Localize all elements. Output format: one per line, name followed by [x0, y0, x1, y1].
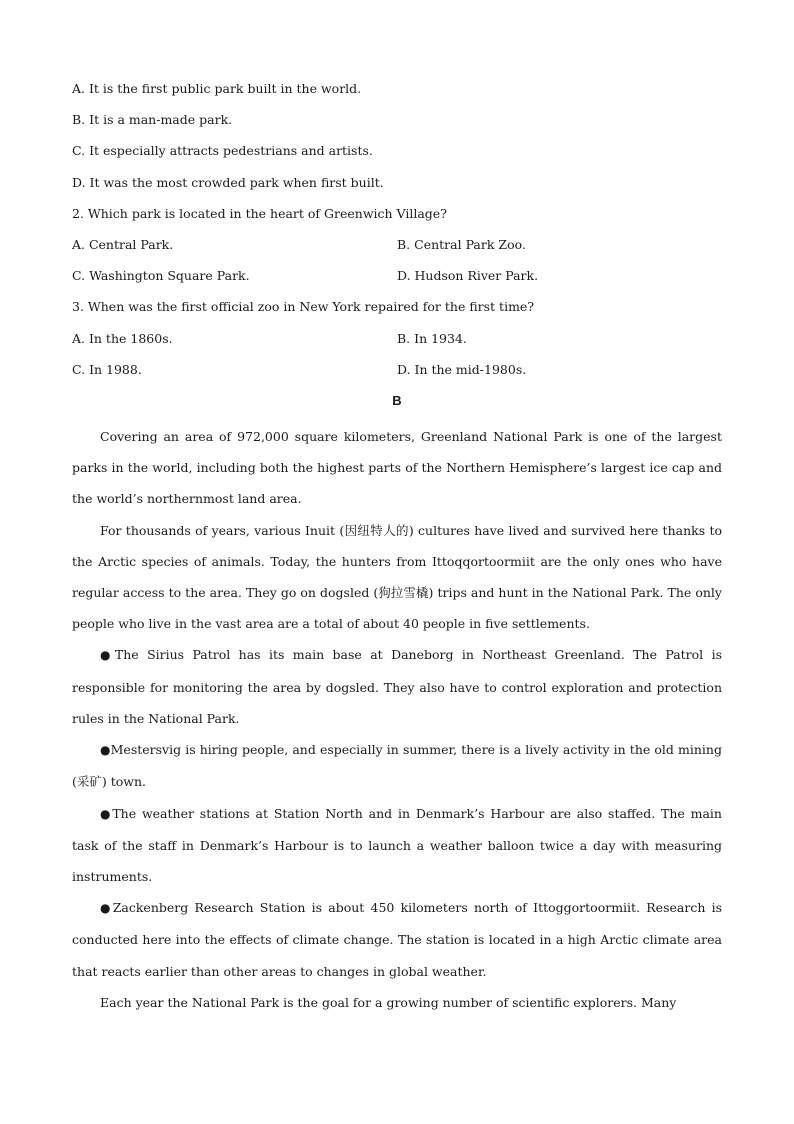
q2-options-row-2 [72, 265, 722, 296]
paragraph-intro: Covering an area of 972,000 square kilometers, Greenland National Park is one of the largest parks in the world, including both the highest parts of the Northern Hemisphere’s largest ice cap and the world’s northernmost land area. [72, 429, 722, 507]
section-b-heading: B [392, 392, 402, 408]
q1-option-b: B. It is a man-made park. [72, 112, 233, 128]
bullet-zackenberg [72, 892, 722, 987]
bullet-mestersvig [72, 734, 722, 797]
bullet-icon: ● [100, 648, 115, 663]
q3-option-a: A. In the 1860s. [72, 330, 173, 346]
paragraph-explorers: Each year the National Park is the goal for a growing number of scientific explorers. Many [100, 994, 677, 1010]
bullet-icon: ● [100, 806, 113, 821]
q2-option-c: C. Washington Square Park. [72, 268, 250, 284]
q3-option-d: D. In the mid-1980s. [397, 361, 527, 377]
q1-option-d: D. It was the most crowded park when first built. [72, 174, 384, 190]
bullet-mestersvig-text: Mestersvig is hiring people, and especially in summer, there is a lively activity in the old mining (采矿) town. [72, 742, 722, 790]
q3-option-b: B. In 1934. [397, 330, 467, 346]
q1-option-a: A. It is the first public park built in the world. [72, 81, 362, 96]
bullet-icon: ● [100, 901, 113, 916]
bullet-icon: ● [100, 743, 111, 758]
q3-option-c: C. In 1988. [72, 361, 142, 377]
bullet-weather-text: The weather stations at Station North and in Denmark’s Harbour are also staffed. The main task of the staff in Denmark’s Harbour is to launch a weather balloon twice a day with measuring instruments. [72, 805, 722, 884]
q3-options-row-2 [72, 359, 722, 390]
q3-stem: 3. When was the first official zoo in New York repaired for the first time? [72, 299, 535, 315]
bullet-zackenberg-text: Zackenberg Research Station is about 450 kilometers north of Ittoggortoormiit. Research is conducted here into the effects of climate change. The station is located in a high Arctic climate area that reacts earlier than other areas to changes in global weather. [72, 900, 722, 979]
document-page [72, 78, 722, 1018]
q2-options-row-1 [72, 234, 722, 265]
paragraph-inuit: For thousands of years, various Inuit (因纽特人的) cultures have lived and survived here thanks to the Arctic species of animals. Today, the hunters from Ittoqqortoormiit are the only ones who have regular access to the area. They go on dogsled (狗拉雪橇) trips and hunt in the National Park. The only people who live in the vast area are a total of about 40 people in five settlements. [72, 522, 722, 632]
bullet-sirius-text: The Sirius Patrol has its main base at Daneborg in Northeast Greenland. The Patrol is responsible for monitoring the area by dogsled. They also have to control exploration and protection rules in the National Park. [72, 647, 722, 726]
bullet-sirius-patrol [72, 639, 722, 734]
bullet-weather-stations [72, 798, 722, 893]
q2-option-b: B. Central Park Zoo. [397, 236, 526, 252]
q3-options-row-1 [72, 328, 722, 359]
q2-option-d: D. Hudson River Park. [397, 268, 539, 284]
q2-stem: 2. Which park is located in the heart of Greenwich Village? [72, 205, 447, 221]
q2-option-a: A. Central Park. [72, 236, 174, 252]
q1-option-c: C. It especially attracts pedestrians and artists. [72, 143, 373, 159]
